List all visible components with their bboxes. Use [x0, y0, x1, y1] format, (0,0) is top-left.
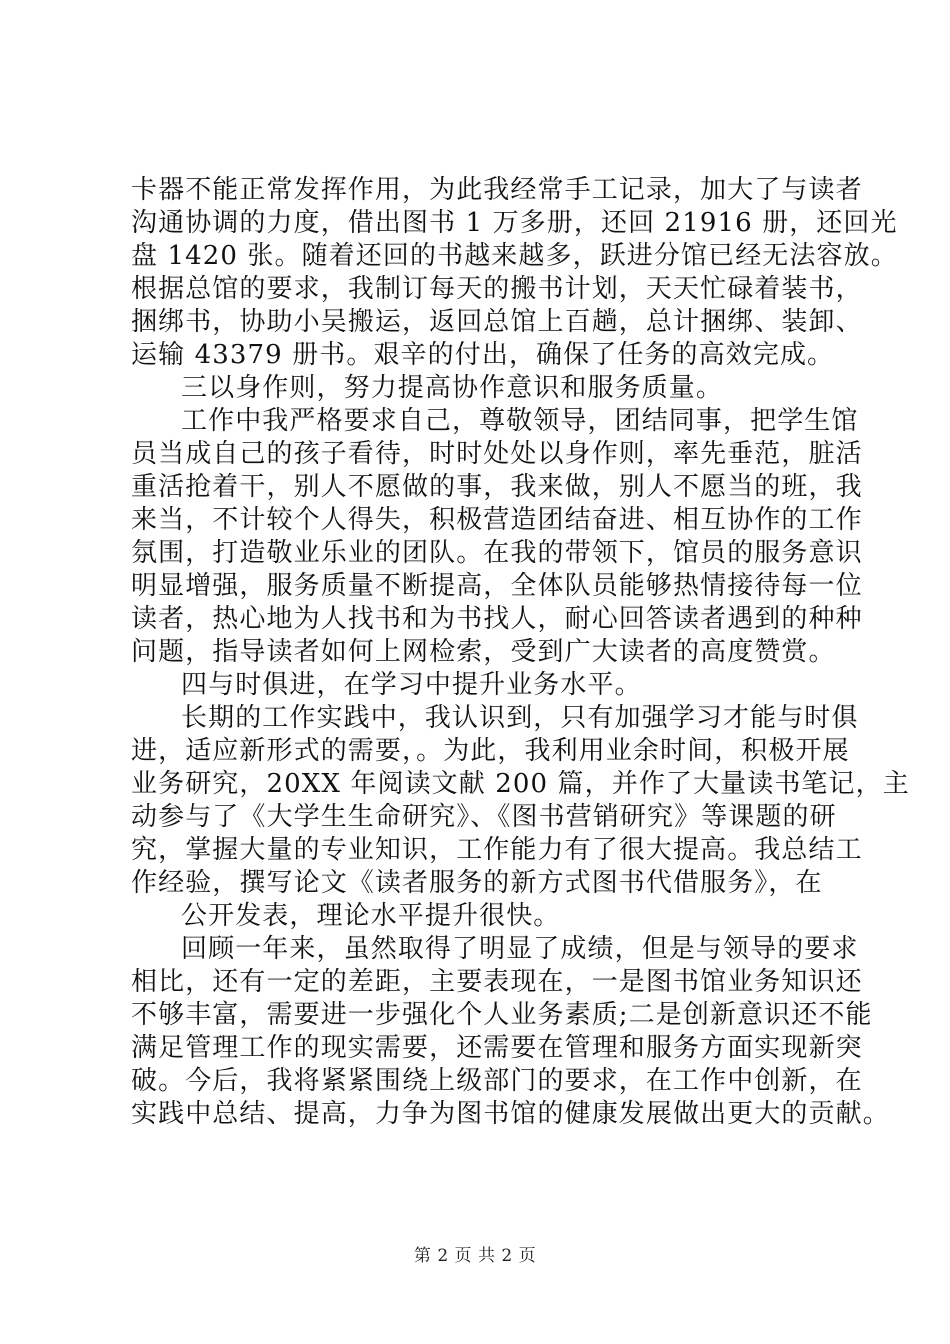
- text-line: 氛围，打造敬业乐业的团队。在我的带领下，馆员的服务意识: [131, 538, 863, 568]
- text-line: 动参与了《大学生生命研究》、《图书营销研究》等课题的研: [131, 802, 837, 832]
- text-line: 作经验，撰写论文《读者服务的新方式图书代借服务》，在: [131, 868, 823, 898]
- text-line: 捆绑书，协助小吴搬运，返回总馆上百趟，总计捆绑、装卸、: [131, 307, 863, 337]
- text-line: 盘 1420 张。随着还回的书越来越多，跃进分馆已经无法容放。: [131, 241, 898, 271]
- text-line: 运输 43379 册书。艰辛的付出，确保了任务的高效完成。: [131, 340, 835, 370]
- document-body: [131, 174, 910, 1131]
- paragraph-first-line: 公开发表，理论水平提升很快。: [181, 901, 561, 931]
- text-line: 重活抢着干，别人不愿做的事，我来做，别人不愿当的班，我: [131, 472, 863, 502]
- text-line: 破。今后，我将紧紧围绕上级部门的要求，在工作中创新，在: [131, 1066, 863, 1096]
- text-line: 进，适应新形式的需要，。为此，我利用业余时间，积极开展: [131, 736, 850, 766]
- text-line: 究，掌握大量的专业知识，工作能力有了很大提高。我总结工: [131, 835, 863, 865]
- text-line: 问题，指导读者如何上网检索，受到广大读者的高度赞赏。: [131, 637, 836, 667]
- text-line: 实践中总结、提高，力争为图书馆的健康发展做出更大的贡献。: [131, 1099, 890, 1129]
- text-line: 读者，热心地为人找书和为书找人，耐心回答读者遇到的种种: [131, 604, 863, 634]
- text-line: 业务研究，20XX 年阅读文献 200 篇，并作了大量读书笔记，主: [131, 769, 910, 799]
- text-line: 来当，不计较个人得失，积极营造团结奋进、相互协作的工作: [131, 505, 863, 535]
- paragraph-first-line: 回顾一年来，虽然取得了明显了成绩，但是与领导的要求: [181, 934, 859, 964]
- page-footer: [0, 1245, 950, 1267]
- text-line: 不够丰富，需要进一步强化个人业务素质;二是创新意识还不能: [131, 1000, 873, 1030]
- text-line: 满足管理工作的现实需要，还需要在管理和服务方面实现新突: [131, 1033, 863, 1063]
- section-heading: 三以身作则，努力提高协作意识和服务质量。: [181, 373, 724, 403]
- paragraph-first-line: 长期的工作实践中，我认识到，只有加强学习才能与时俱: [181, 703, 859, 733]
- text-line: 沟通协调的力度，借出图书 1 万多册，还回 21916 册，还回光: [131, 208, 898, 238]
- page-number-label: 第 2 页 共 2 页: [413, 1246, 537, 1266]
- text-line: 明显增强，服务质量不断提高，全体队员能够热情接待每一位: [131, 571, 863, 601]
- text-line: 根据总馆的要求，我制订每天的搬书计划，天天忙碌着装书，: [131, 274, 863, 304]
- section-heading: 四与时俱进，在学习中提升业务水平。: [181, 670, 642, 700]
- paragraph-first-line: 工作中我严格要求自己，尊敬领导，团结同事，把学生馆: [181, 406, 859, 436]
- text-line: 员当成自己的孩子看待，时时处处以身作则，率先垂范，脏活: [131, 439, 863, 469]
- text-line: 相比，还有一定的差距，主要表现在，一是图书馆业务知识还: [131, 967, 863, 997]
- text-line: 卡器不能正常发挥作用，为此我经常手工记录，加大了与读者: [131, 175, 863, 205]
